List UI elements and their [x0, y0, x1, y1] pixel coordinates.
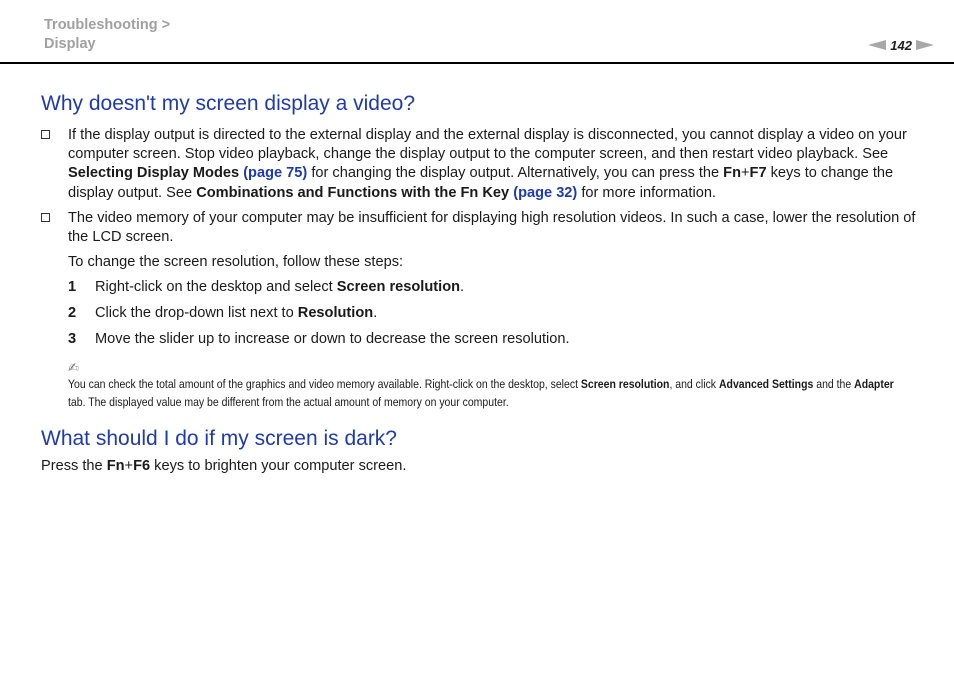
term-fn-key-combinations: Combinations and Functions with the Fn Key — [196, 184, 510, 201]
previous-page-arrow-icon[interactable] — [868, 40, 886, 50]
step-item — [68, 278, 916, 297]
bullet-item-external-display — [41, 126, 916, 203]
bullet-text: for changing the display output. Alternatively, you can press the — [307, 165, 724, 182]
note-term: Advanced Settings — [718, 377, 814, 392]
text-part: keys to brighten your computer screen. — [150, 458, 407, 475]
checkbox-bullet-icon — [41, 213, 50, 222]
next-page-arrow-icon[interactable] — [916, 40, 934, 50]
step-text-part: . — [460, 279, 465, 296]
note-text — [68, 375, 911, 411]
note-text-part: You can check the total amount of the graphics and video memory available. Right-click on the desktop, select — [68, 377, 581, 392]
breadcrumb-page[interactable]: Display — [44, 36, 96, 52]
note-text-part: and the — [813, 377, 855, 392]
step-text-part: . — [373, 305, 378, 322]
note-text-part: tab. The displayed value may be different from the actual amount of memory on your computer. — [68, 395, 509, 410]
bullet-text: The video memory of your computer may be insufficient for displaying high resolution videos. In such a case, lower the resolution of the LCD screen. — [68, 209, 916, 246]
breadcrumb — [44, 16, 170, 54]
step-text-part: Move the slider up to increase or down to decrease the screen resolution. — [95, 330, 570, 347]
link-page-75[interactable]: (page 75) — [243, 165, 308, 182]
section-title-video: Why doesn't my screen display a video? — [41, 92, 416, 115]
checkbox-bullet-icon — [41, 130, 50, 139]
step-text — [95, 278, 464, 297]
plus-sign: + — [124, 458, 134, 475]
page-number: 142 — [890, 37, 912, 53]
term-selecting-display-modes: Selecting Display Modes — [68, 165, 240, 182]
key-f7: F7 — [749, 165, 767, 182]
step-text-part: Click the drop-down list next to — [95, 305, 298, 322]
text-part: Press the — [41, 458, 107, 475]
step-number: 2 — [68, 305, 77, 322]
step-text-part: Right-click on the desktop and select — [95, 279, 337, 296]
link-page-32[interactable]: (page 32) — [513, 184, 578, 201]
key-fn: Fn — [106, 458, 125, 475]
step-number: 3 — [68, 330, 77, 347]
dark-screen-text — [41, 457, 916, 476]
bullet-text: If the display output is directed to the external display and the external display is disconnected, you cannot display a video on your computer screen. Stop video playback, change the display output to the computer screen, and then restart video playback. See — [68, 127, 907, 163]
note-term: Screen resolution — [580, 377, 670, 392]
bullet-text: for more information. — [577, 184, 716, 201]
note-term: Adapter — [854, 377, 894, 392]
plus-sign: + — [741, 165, 750, 182]
page-content — [41, 90, 916, 476]
steps-list — [68, 278, 916, 349]
step-number: 1 — [68, 279, 77, 296]
bullet-text: keys to change the display output. See — [68, 165, 894, 201]
step-term: Resolution — [297, 305, 374, 322]
note-block — [68, 361, 916, 411]
breadcrumb-section[interactable]: Troubleshooting > — [44, 17, 171, 33]
note-text-part: , and click — [669, 377, 719, 392]
step-item — [68, 330, 916, 349]
step-text — [95, 304, 377, 323]
step-term: Screen resolution — [336, 279, 461, 296]
step-item — [68, 304, 916, 323]
header-divider — [0, 62, 954, 64]
bullet-list — [41, 126, 916, 349]
key-fn: Fn — [723, 165, 742, 182]
step-text — [95, 330, 570, 349]
bullet-item-video-memory — [41, 209, 916, 349]
pencil-note-icon: ✍ — [68, 360, 79, 376]
page-navigator — [868, 36, 934, 54]
section-title-dark-screen: What should I do if my screen is dark? — [41, 427, 397, 451]
key-f6: F6 — [133, 458, 151, 475]
steps-intro: To change the screen resolution, follow these steps: — [68, 254, 404, 271]
